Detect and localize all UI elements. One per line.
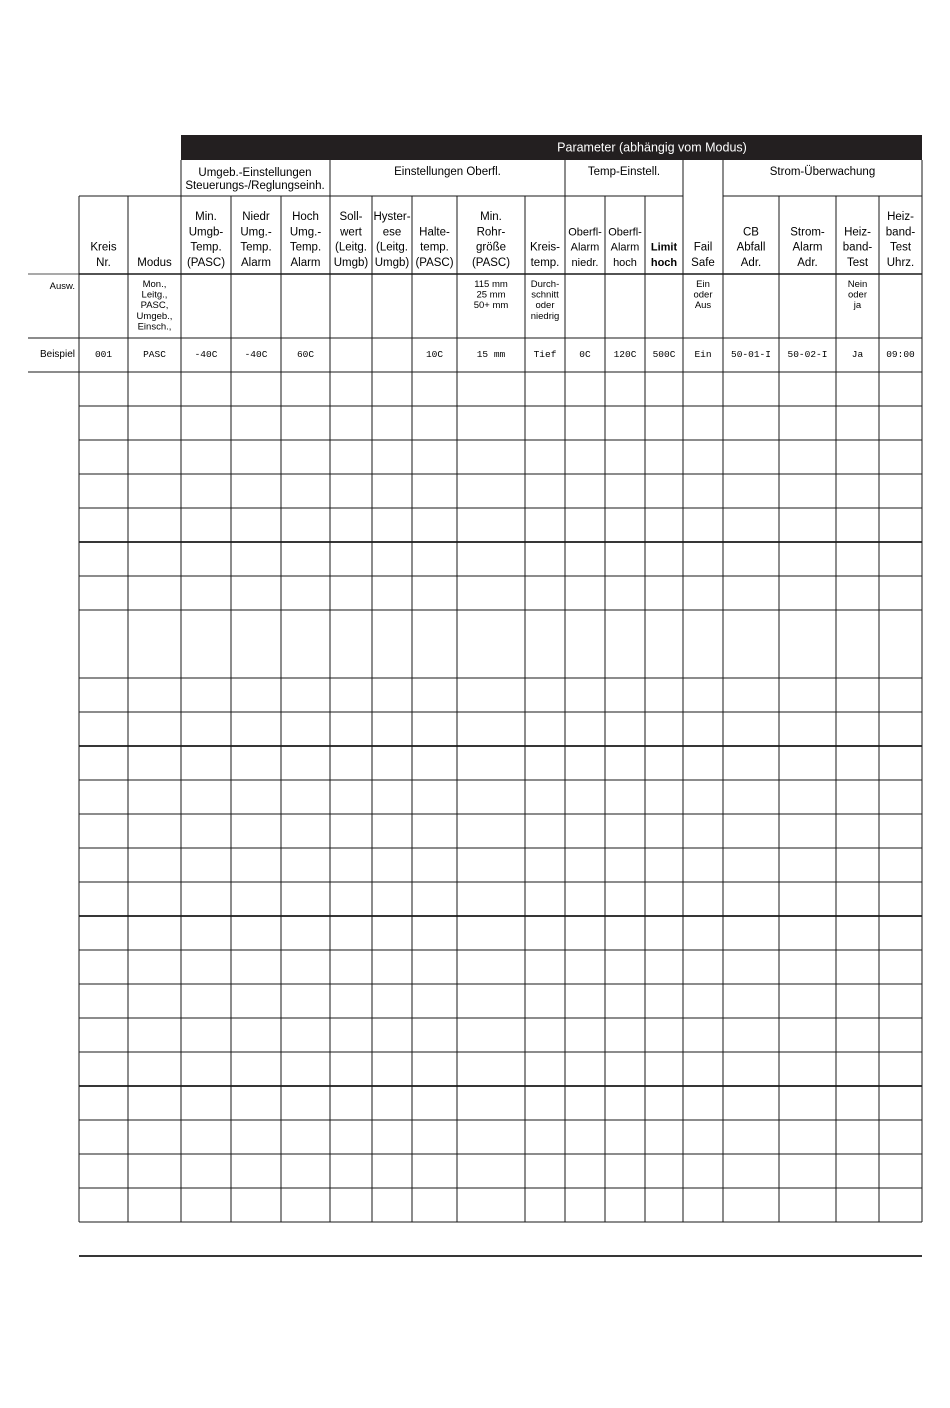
auswahl-heizband_test: oder	[847, 289, 868, 301]
column-header-heizband_test: band-	[842, 241, 873, 254]
beispiel-rohrgroesse: 15 mm	[476, 349, 506, 360]
column-header-hysterese: ese	[382, 226, 402, 239]
column-header-heizband_test: Test	[846, 257, 869, 269]
column-header-limit_hoch: hoch	[650, 257, 678, 269]
column-header-heizband_uhrz: Uhrz.	[886, 257, 915, 269]
column-header-sollwert: Umgb)	[333, 257, 369, 269]
auswahl-kreistemp: oder	[535, 300, 555, 312]
beispiel-oberfl_niedr: 0C	[579, 349, 591, 360]
column-header-kreistemp: Kreis-	[529, 241, 561, 254]
column-header-fail_safe: Safe	[691, 257, 715, 269]
beispiel-row	[95, 349, 915, 360]
group-label-umgeb: Umgeb.-Einstellungen	[198, 167, 312, 179]
column-header-heizband_uhrz: Test	[889, 241, 912, 254]
auswahl-kreistemp: Durch-	[530, 279, 560, 290]
auswahl-rohrgroesse: 115 mm	[474, 279, 508, 290]
column-header-heizband_uhrz: Heiz-	[887, 211, 914, 224]
column-header-cb_abfall: Abfall	[736, 241, 766, 254]
auswahl-fail_safe: Ein	[696, 279, 710, 290]
column-header-niedr_umg: Temp.	[240, 241, 272, 254]
column-header-sollwert: Soll-	[339, 211, 363, 224]
parameter-header-bar	[181, 135, 922, 160]
auswahl-fail_safe: oder	[693, 289, 713, 301]
auswahl-rohrgroesse: 50+ mm	[473, 300, 509, 312]
column-header-min_umgb: Min.	[195, 211, 217, 224]
column-header-rohrgroesse: größe	[475, 241, 507, 254]
column-header-heizband_uhrz: band-	[885, 226, 916, 239]
auswahl-row-label: Ausw.	[49, 281, 75, 292]
beispiel-strom_alarm: 50-02-I	[787, 349, 828, 360]
column-header-hysterese: Hyster-	[373, 211, 411, 224]
column-header-oberfl_hoch: Oberfl-	[608, 226, 642, 239]
auswahl-kreistemp: niedrig	[530, 310, 560, 322]
column-header-fail_safe: Fail	[693, 241, 713, 254]
column-header-hysterese: Umgb)	[374, 257, 410, 269]
column-header-limit_hoch: Limit	[650, 241, 678, 254]
auswahl-modus: PASC,	[140, 300, 169, 312]
column-header-hoch_umg: Temp.	[289, 241, 322, 254]
column-header-niedr_umg: Alarm	[240, 257, 272, 269]
column-header-niedr_umg: Umg.-	[240, 226, 272, 239]
column-header-min_umgb: Temp.	[190, 241, 222, 254]
group-labels	[185, 166, 875, 192]
column-header-cb_abfall: Adr.	[740, 257, 762, 269]
group-label-umgeb-sub: Steuerungs-/Reglungseinh.	[185, 180, 325, 192]
beispiel-heizband_uhrz: 09:00	[886, 349, 915, 360]
column-header-kreis: Kreis	[90, 241, 117, 254]
column-header-hoch_umg: Hoch	[292, 211, 319, 224]
column-header-strom_alarm: Adr.	[797, 257, 818, 269]
beispiel-oberfl_hoch: 120C	[613, 349, 637, 360]
column-header-min_umgb: (PASC)	[186, 257, 226, 269]
column-header-oberfl_hoch: Alarm	[610, 241, 640, 254]
column-header-niedr_umg: Niedr	[242, 211, 270, 224]
column-header-kreis: Nr.	[96, 257, 111, 269]
column-header-hoch_umg: Alarm	[290, 257, 321, 269]
auswahl-kreistemp: schnitt	[531, 289, 559, 301]
column-header-haltetemp: Halte-	[419, 226, 450, 239]
column-header-hoch_umg: Umg.-	[289, 226, 322, 239]
auswahl-rohrgroesse: 25 mm	[476, 289, 506, 301]
column-header-sollwert: (Leitg.	[335, 241, 367, 254]
auswahl-fail_safe: Aus	[694, 300, 712, 312]
parameter-header-title: Parameter (abhängig vom Modus)	[557, 140, 747, 155]
beispiel-kreistemp: Tief	[533, 349, 557, 360]
column-headers	[90, 211, 915, 269]
beispiel-heizband_test: Ja	[851, 349, 864, 360]
beispiel-hoch_umg: 60C	[296, 349, 315, 360]
group-label-oberfl: Einstellungen Oberfl.	[394, 166, 501, 178]
beispiel-cb_abfall: 50-01-I	[731, 349, 771, 360]
group-label-strom: Strom-Überwachung	[769, 166, 876, 178]
auswahl-modus: Einsch.,	[137, 321, 172, 333]
column-header-modus: Modus	[137, 257, 172, 269]
column-header-sollwert: wert	[340, 226, 362, 239]
column-header-strom_alarm: Alarm	[792, 241, 823, 254]
column-header-oberfl_niedr: niedr.	[571, 257, 599, 269]
column-header-oberfl_niedr: Alarm	[570, 241, 600, 254]
auswahl-heizband_test: ja	[853, 300, 862, 312]
beispiel-limit_hoch: 500C	[652, 349, 676, 360]
column-header-rohrgroesse: Rohr-	[476, 226, 506, 239]
beispiel-min_umgb: -40C	[194, 349, 218, 360]
auswahl-modus: Umgeb.,	[136, 310, 173, 322]
beispiel-modus: PASC	[143, 349, 166, 360]
column-header-heizband_test: Heiz-	[844, 226, 871, 239]
beispiel-fail_safe: Ein	[694, 349, 712, 360]
beispiel-haltetemp: 10C	[425, 349, 444, 360]
auswahl-modus: Leitg.,	[141, 289, 168, 301]
beispiel-row-label: Beispiel	[39, 349, 75, 360]
column-header-haltetemp: (PASC)	[415, 257, 454, 269]
auswahl-heizband_test: Nein	[847, 279, 868, 290]
group-label-temp: Temp-Einstell.	[587, 166, 661, 178]
column-header-hysterese: (Leitg.	[376, 241, 408, 254]
auswahl-row	[137, 279, 868, 332]
column-header-haltetemp: temp.	[420, 241, 449, 254]
column-header-oberfl_hoch: hoch	[613, 257, 637, 269]
beispiel-niedr_umg: -40C	[244, 349, 268, 360]
column-header-rohrgroesse: (PASC)	[471, 257, 511, 269]
column-header-kreistemp: temp.	[530, 257, 560, 269]
column-header-strom_alarm: Strom-	[790, 226, 825, 239]
column-header-oberfl_niedr: Oberfl-	[568, 226, 602, 239]
beispiel-kreis: 001	[94, 349, 113, 360]
auswahl-modus: Mon.,	[142, 279, 167, 290]
table-grid	[28, 274, 922, 1256]
column-header-min_umgb: Umgb-	[188, 226, 224, 239]
column-header-cb_abfall: CB	[743, 226, 759, 239]
column-header-rohrgroesse: Min.	[480, 211, 502, 224]
